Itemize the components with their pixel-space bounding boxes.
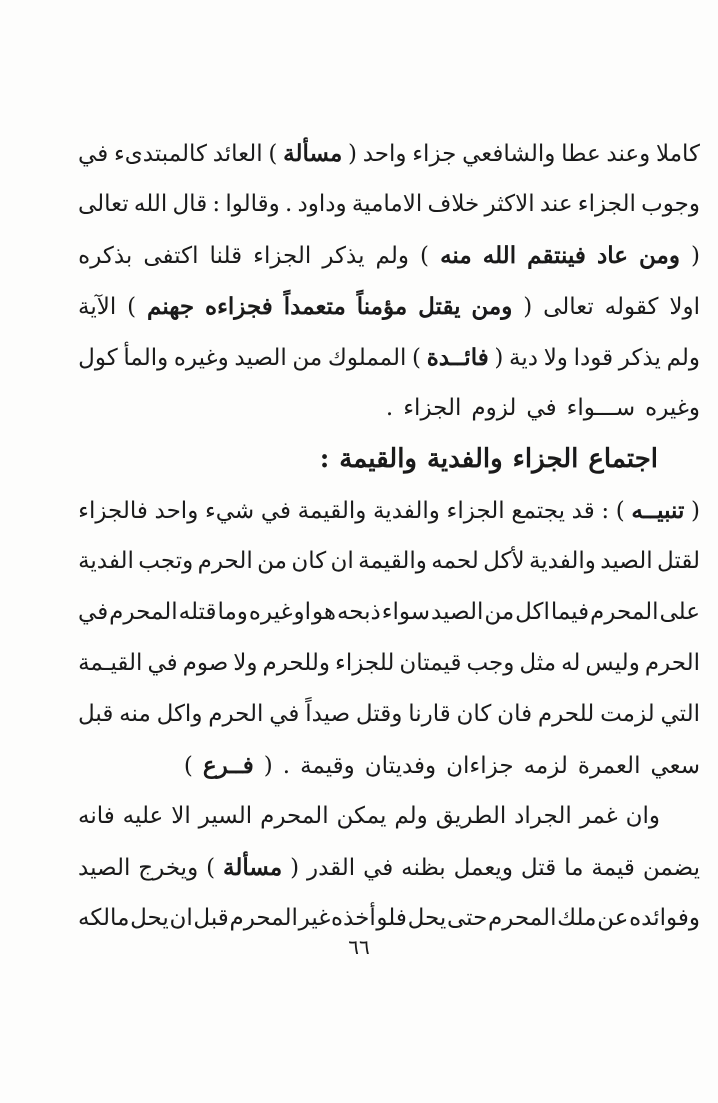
word: والفدية: [426, 444, 503, 474]
word: يذكر: [322, 243, 365, 269]
word: عاد: [596, 242, 628, 269]
word: ): [412, 345, 422, 371]
word: ولم: [666, 345, 700, 371]
word: غيره: [248, 599, 293, 625]
word: ): [615, 498, 625, 524]
word: صوم: [182, 650, 229, 676]
word: القيـمة: [78, 650, 143, 676]
word: ذبحه: [336, 599, 381, 625]
word: (: [348, 141, 357, 167]
word: ان: [169, 905, 193, 931]
word: وما: [217, 599, 248, 625]
word: المحرم: [260, 803, 329, 829]
word: ): [268, 141, 278, 167]
word: في: [363, 855, 394, 881]
text-line: [78, 536, 700, 587]
word: صيداً: [305, 701, 351, 727]
word: ومن: [639, 242, 680, 269]
word: الا: [171, 803, 191, 829]
text-line: [78, 128, 700, 179]
word: (: [494, 345, 504, 371]
word: جزاء: [412, 141, 457, 167]
word: قارنا: [408, 701, 451, 727]
word: ولم: [375, 243, 409, 269]
word: (: [691, 498, 700, 524]
word: في: [78, 599, 109, 625]
word: قبل: [78, 701, 114, 727]
word: والقيمة: [339, 444, 417, 474]
word: خلاف: [427, 191, 480, 217]
word: في: [78, 141, 109, 167]
word: الطريق: [435, 803, 507, 829]
word: المحرم: [109, 599, 178, 625]
word: القدر: [306, 855, 356, 881]
word: وان: [625, 803, 660, 829]
word: عطا: [561, 141, 601, 167]
word: وللحرم: [262, 650, 331, 676]
word: غمر: [579, 803, 618, 829]
word: الصيد: [431, 599, 484, 625]
word: الصيد: [600, 548, 653, 574]
word: كالمبتدىء: [113, 141, 207, 167]
word: بظنه: [401, 855, 446, 881]
text-line: [78, 332, 700, 383]
word: :: [212, 191, 221, 217]
word: يضمن: [642, 855, 700, 881]
word: ويعمل: [453, 855, 513, 881]
word: للحرم: [537, 701, 595, 727]
word: وعند: [606, 141, 651, 167]
word: والمأ: [123, 345, 169, 371]
word: .: [282, 753, 291, 779]
word: ما: [564, 855, 584, 881]
text-line: [78, 689, 700, 740]
word: منه: [440, 242, 472, 269]
word: ملك: [557, 905, 597, 931]
word: وفوائده: [629, 905, 700, 931]
word: قتله: [178, 599, 217, 625]
word: كاملا: [655, 141, 700, 167]
word: المحرم: [229, 905, 298, 931]
word: غير: [298, 905, 331, 931]
word: يمكن: [336, 803, 387, 829]
word: .: [284, 191, 293, 217]
word: يجتمع: [511, 498, 566, 524]
word: الحرم: [208, 701, 264, 727]
word: اكل: [515, 599, 550, 625]
word: ولا: [543, 345, 568, 371]
word: في: [260, 498, 291, 524]
word: هو: [311, 599, 336, 625]
word: لزمه: [523, 753, 568, 779]
word: يحل: [407, 905, 447, 931]
word: والقيمة: [297, 498, 367, 524]
word: :: [319, 444, 330, 474]
word: فيما: [550, 599, 590, 625]
word: فــرع: [202, 752, 254, 779]
word: متعمداً: [283, 293, 346, 320]
word: كان: [291, 548, 327, 574]
word: ومن: [471, 293, 513, 320]
word: مؤمناً: [356, 293, 408, 320]
text-line: [78, 791, 700, 842]
word: فينتقم: [527, 242, 586, 269]
word: فالجزاء: [78, 498, 148, 524]
text-line: [78, 230, 700, 281]
word: على: [659, 599, 700, 625]
word: الجزاء: [577, 191, 636, 217]
text-line: [78, 383, 700, 434]
word: قال: [172, 191, 208, 217]
word: الجزاء: [512, 444, 579, 474]
word: والقيمة: [358, 548, 427, 574]
word: التي: [660, 701, 700, 727]
word: والفدية: [372, 498, 440, 524]
word: يقتل: [418, 293, 461, 320]
word: مسألة: [222, 854, 283, 881]
word: شيء: [204, 498, 255, 524]
word: دية: [509, 345, 539, 371]
word: وقيمة: [300, 753, 355, 779]
word: الاكثر: [484, 191, 535, 217]
word: له: [561, 650, 581, 676]
word: قد: [571, 498, 595, 524]
word: ): [183, 753, 193, 779]
text-line: [78, 179, 700, 230]
word: قتل: [520, 855, 557, 881]
word: اجتماع: [588, 444, 658, 474]
word: العائد: [212, 141, 263, 167]
word: والشافعي: [462, 141, 556, 167]
word: اكتفى: [143, 243, 199, 269]
word: يذكر: [618, 345, 661, 371]
word: الجزاء: [403, 395, 462, 421]
word: قيمتان: [399, 650, 462, 676]
word: ): [127, 294, 137, 320]
word: فجزاءه: [205, 293, 273, 320]
word: ان: [330, 548, 354, 574]
word: الامامية: [351, 191, 423, 217]
word: قيمة: [591, 855, 635, 881]
word: الفدية: [78, 548, 134, 574]
word: فانه: [78, 803, 115, 829]
word: الحرم: [644, 650, 700, 676]
word: عليه: [122, 803, 164, 829]
word: لحمه: [431, 548, 479, 574]
text-line: [78, 281, 700, 332]
word: (: [523, 294, 533, 320]
word: من: [257, 548, 287, 574]
word: السير: [198, 803, 253, 829]
word: وتجب: [138, 548, 194, 574]
word: (: [691, 243, 700, 269]
word: الجراد: [514, 803, 572, 829]
word: جزاءان: [446, 753, 514, 779]
body-text: [78, 128, 700, 944]
word: فلو: [376, 905, 407, 931]
word: واحد: [154, 498, 199, 524]
word: ولم: [394, 803, 428, 829]
word: وقالوا: [225, 191, 280, 217]
word: وليس: [585, 650, 640, 676]
word: سعي: [650, 753, 700, 779]
word: ولا: [233, 650, 258, 676]
word: لأكل: [483, 548, 525, 574]
word: وغيره: [173, 345, 229, 371]
word: وجب: [466, 650, 515, 676]
section-heading: [78, 434, 700, 485]
word: المحرم: [590, 599, 659, 625]
word: كول: [78, 345, 118, 371]
word: ويخرج: [138, 855, 199, 881]
word: العمرة: [577, 753, 641, 779]
word: الآية: [78, 294, 117, 320]
word: (: [290, 855, 300, 881]
word: وجوب: [641, 191, 700, 217]
word: مسألة: [283, 140, 343, 167]
word: وداود: [297, 191, 347, 217]
word: كقوله: [604, 294, 659, 320]
word: والفدية: [528, 548, 596, 574]
word: ســـواء: [566, 395, 636, 421]
word: الصيد: [78, 855, 131, 881]
word: الله: [482, 242, 517, 269]
word: الصيد: [234, 345, 287, 371]
text-line: [78, 587, 700, 638]
word: لقتل: [656, 548, 700, 574]
word: سواء: [381, 599, 431, 625]
word: (: [263, 753, 273, 779]
word: الجزاء: [446, 498, 505, 524]
word: واكل: [156, 701, 203, 727]
word: .: [385, 395, 394, 421]
text-line: [78, 740, 700, 791]
word: اولا: [669, 294, 700, 320]
word: من: [484, 599, 515, 625]
text-line: [78, 842, 700, 893]
word: تعالى: [543, 294, 594, 320]
text-line: [78, 485, 700, 536]
word: تعالى: [78, 191, 129, 217]
word: ): [206, 855, 216, 881]
word: مالكه: [78, 905, 130, 931]
word: او: [293, 599, 312, 625]
word: فان: [497, 701, 533, 727]
word: الله: [133, 191, 168, 217]
word: جهنم: [147, 293, 195, 320]
word: ): [420, 243, 430, 269]
word: مثل: [519, 650, 557, 676]
word: المملوك: [327, 345, 407, 371]
word: يحل: [130, 905, 169, 931]
page-number: ٦٦: [348, 935, 370, 959]
word: للجزاء: [335, 650, 395, 676]
word: لزوم: [471, 395, 517, 421]
word: في: [526, 395, 557, 421]
word: عن: [597, 905, 629, 931]
word: وقتل: [355, 701, 403, 727]
word: بذكره: [78, 243, 133, 269]
word: المحرم: [487, 905, 557, 931]
word: قبل: [193, 905, 229, 931]
word: الحرم: [197, 548, 253, 574]
text-line: [78, 638, 700, 689]
word: في: [269, 701, 300, 727]
word: تنبيــه: [631, 497, 685, 524]
word: لزمت: [600, 701, 655, 727]
word: منه: [119, 701, 151, 727]
word: كان: [456, 701, 492, 727]
word: واحد: [362, 141, 407, 167]
word: وفديتان: [364, 753, 437, 779]
word: الجزاء: [253, 243, 312, 269]
word: حتى: [446, 905, 488, 931]
word: أخذه: [330, 905, 376, 931]
word: في: [147, 650, 178, 676]
word: :: [601, 498, 610, 524]
word: وغيره: [645, 395, 700, 421]
word: فائــدة: [426, 344, 489, 371]
word: عند: [539, 191, 573, 217]
word: قودا: [573, 345, 614, 371]
word: من: [292, 345, 323, 371]
word: قلنا: [209, 243, 243, 269]
